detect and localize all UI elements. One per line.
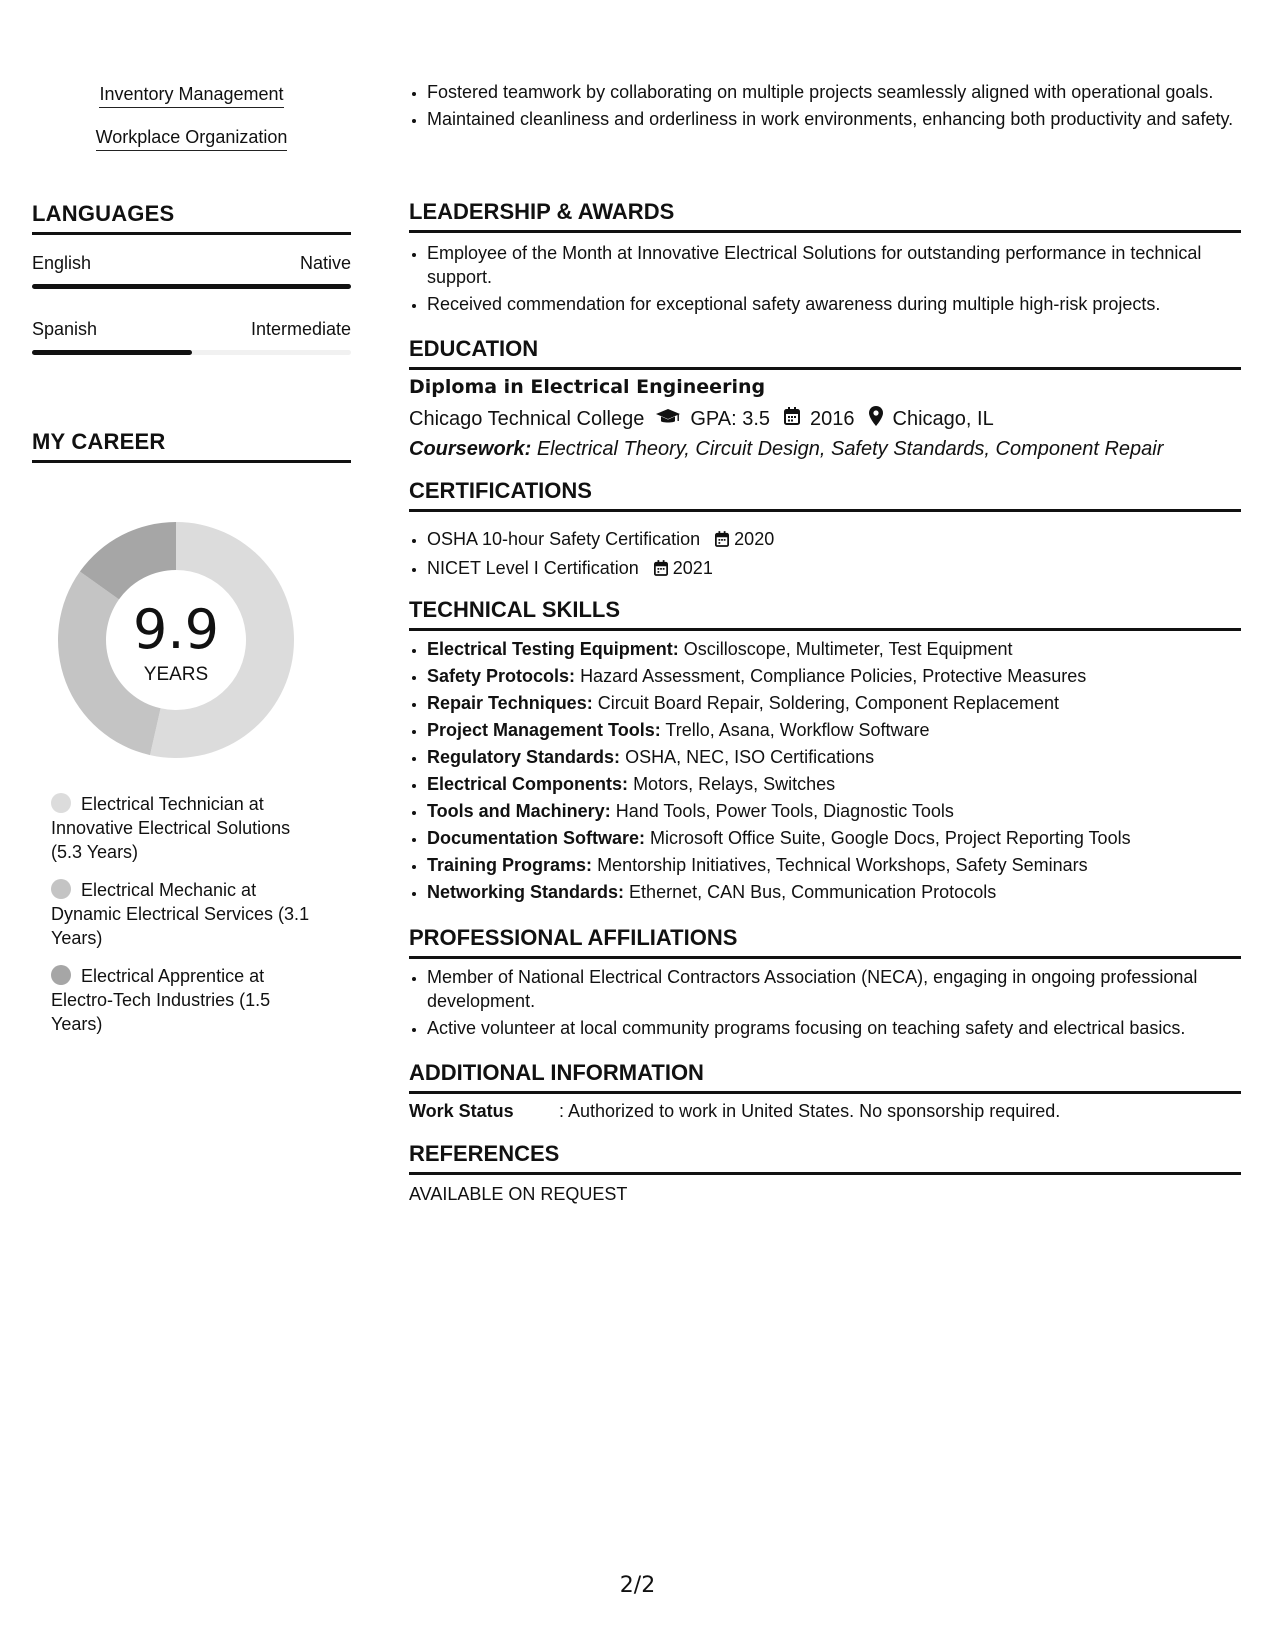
language-proficiency-fill: [32, 284, 351, 289]
technical-skills-heading: TECHNICAL SKILLS: [409, 597, 1241, 631]
skill-tag: Workplace Organization: [96, 127, 288, 151]
work-status-row: [409, 1101, 1241, 1122]
affiliation-item: • Active volunteer at local community programs focusing on teaching safety and electrical basics.: [427, 1016, 1241, 1040]
certification-year: 2020: [734, 529, 775, 549]
certification-year: 2021: [672, 558, 713, 578]
skill-value: Circuit Board Repair, Soldering, Component Replacement: [597, 693, 1059, 713]
career-total-value: 9.9: [133, 598, 219, 661]
skill-item: [427, 799, 1241, 823]
calendar-icon: [715, 529, 729, 553]
skill-label: Tools and Machinery:: [427, 801, 611, 821]
skill-value: Ethernet, CAN Bus, Communication Protocols: [629, 882, 997, 902]
skill-value: Motors, Relays, Switches: [633, 774, 836, 794]
skill-item: [427, 718, 1241, 742]
skill-value: Trello, Asana, Workflow Software: [665, 720, 930, 740]
skill-item: [427, 853, 1241, 877]
page-number: 2/2: [619, 1573, 656, 1598]
skill-value: Hazard Assessment, Compliance Policies, Protective Measures: [580, 666, 1087, 686]
coursework-label: Coursework:: [409, 438, 532, 460]
skill-item: [427, 691, 1241, 715]
skill-label: Electrical Components:: [427, 774, 629, 794]
career-item-text: Electrical Apprentice at Electro-Tech Industries (1.5 Years): [51, 966, 271, 1034]
skill-item: [427, 664, 1241, 688]
language-proficiency-bar: [32, 284, 351, 289]
certifications-heading: CERTIFICATIONS: [409, 478, 1241, 512]
skill-item: [427, 745, 1241, 769]
graduation-year: 2016: [810, 407, 855, 430]
language-level: Intermediate: [250, 319, 351, 339]
certification-name: NICET Level I Certification: [427, 558, 639, 578]
skill-label: Regulatory Standards:: [427, 747, 621, 767]
references-text: AVAILABLE ON REQUEST: [409, 1184, 628, 1204]
language-proficiency-bar: [32, 350, 351, 355]
references-heading: REFERENCES: [409, 1141, 1241, 1175]
career-item: [51, 878, 321, 950]
skill-label: Project Management Tools:: [427, 720, 661, 740]
affiliations-heading: PROFESSIONAL AFFILIATIONS: [409, 925, 1241, 959]
certification-item: [427, 527, 1241, 553]
work-status-value: : Authorized to work in United States. No sponsorship required.: [559, 1101, 1061, 1121]
career-item: [51, 792, 321, 864]
certifications-list: [409, 527, 1241, 585]
experience-bullet: • Maintained cleanliness and orderliness in work environments, enhancing both productivity and safety.: [427, 107, 1241, 131]
languages-heading: LANGUAGES: [32, 201, 351, 235]
award-item: • Received commendation for exceptional safety awareness during multiple high-risk projects.: [427, 292, 1241, 316]
school-name: Chicago Technical College: [409, 407, 645, 430]
work-status-label: Work Status: [409, 1101, 514, 1121]
gpa: GPA: 3.5: [690, 407, 771, 430]
skill-label: Repair Techniques:: [427, 693, 593, 713]
skill-label: Training Programs:: [427, 855, 593, 875]
career-item-text: Electrical Technician at Innovative Electrical Solutions (5.3 Years): [51, 794, 291, 862]
calendar-icon: [654, 558, 668, 582]
calendar-icon: [784, 407, 800, 431]
skill-value: Oscilloscope, Multimeter, Test Equipment: [683, 639, 1013, 659]
coursework: [409, 438, 1241, 461]
skill-value: Microsoft Office Suite, Google Docs, Project Reporting Tools: [650, 828, 1131, 848]
career-total-unit: YEARS: [143, 664, 209, 685]
language-item: [32, 253, 351, 289]
career-donut-chart: [54, 518, 298, 762]
skill-label: Safety Protocols:: [427, 666, 576, 686]
career-item-text: Electrical Mechanic at Dynamic Electrical Services (3.1 Years): [51, 880, 310, 948]
skill-label: Networking Standards:: [427, 882, 625, 902]
degree-title: Diploma in Electrical Engineering: [409, 376, 766, 398]
language-name: English: [32, 253, 92, 273]
education-heading: EDUCATION: [409, 336, 1241, 370]
skill-label: Electrical Testing Equipment:: [427, 639, 679, 659]
career-legend-dot: [51, 793, 71, 813]
experience-bullets: [409, 80, 1241, 134]
location-pin-icon: [869, 406, 883, 432]
awards-list: [409, 241, 1241, 319]
language-name: Spanish: [32, 319, 98, 339]
career-legend-dot: [51, 965, 71, 985]
skill-item: [427, 826, 1241, 850]
certification-item: [427, 556, 1241, 582]
career-item: [51, 964, 321, 1036]
certification-name: OSHA 10-hour Safety Certification: [427, 529, 701, 549]
skill-item: [427, 637, 1241, 661]
language-item: [32, 319, 351, 355]
skill-item: [427, 772, 1241, 796]
technical-skills-list: [409, 637, 1241, 907]
graduation-cap-icon: [656, 408, 680, 431]
skill-value: Hand Tools, Power Tools, Diagnostic Tools: [615, 801, 954, 821]
award-item: • Employee of the Month at Innovative Electrical Solutions for outstanding performance in technical support.: [427, 241, 1241, 289]
language-proficiency-fill: [32, 350, 192, 355]
language-level: Native: [299, 253, 351, 273]
additional-info-heading: ADDITIONAL INFORMATION: [409, 1060, 1241, 1094]
career-legend-dot: [51, 879, 71, 899]
skill-tag: Inventory Management: [99, 84, 283, 108]
skill-value: Mentorship Initiatives, Technical Workshops, Safety Seminars: [597, 855, 1088, 875]
coursework-list: Electrical Theory, Circuit Design, Safety Standards, Component Repair: [536, 438, 1164, 460]
skill-item: [427, 880, 1241, 904]
school-location: Chicago, IL: [892, 407, 994, 430]
career-heading: MY CAREER: [32, 429, 351, 463]
experience-bullet: • Fostered teamwork by collaborating on multiple projects seamlessly aligned with operational goals.: [427, 80, 1241, 104]
awards-heading: LEADERSHIP & AWARDS: [409, 199, 1241, 233]
skill-label: Documentation Software:: [427, 828, 646, 848]
affiliation-item: • Member of National Electrical Contractors Association (NECA), engaging in ongoing professional development.: [427, 965, 1241, 1013]
skill-value: OSHA, NEC, ISO Certifications: [625, 747, 875, 767]
affiliations-list: [409, 965, 1241, 1043]
